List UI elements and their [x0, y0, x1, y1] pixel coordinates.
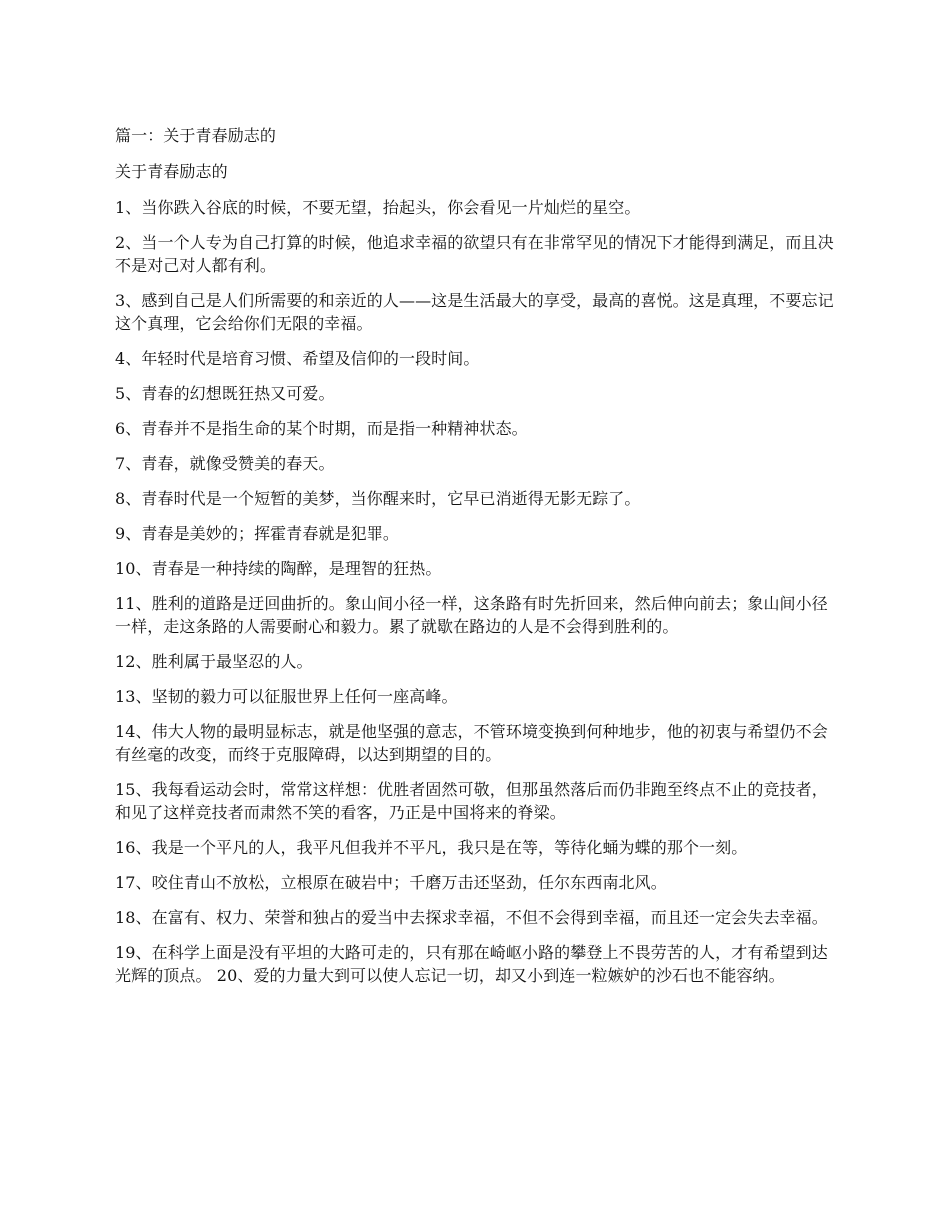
paragraph-7: 7、青春，就像受赞美的春天。 [115, 454, 335, 473]
paragraph-5: 5、青春的幻想既狂热又可爱。 [115, 384, 335, 403]
paragraph-6: 6、青春并不是指生命的某个时期，而是指一种精神状态。 [115, 419, 528, 438]
section-title: 篇一：关于青春励志的 [115, 126, 277, 145]
paragraph-12: 12、胜利属于最坚忍的人。 [115, 652, 313, 671]
paragraph-18: 18、在富有、权力、荣誉和独占的爱当中去探求幸福，不但不会得到幸福，而且还一定会失去幸福。 [115, 908, 828, 927]
paragraph-15: 15、我每看运动会时，常常这样想：优胜者固然可敬，但那虽然落后而仍非跑至终点不止的竞技者，和见了这样竞技者而肃然不笑的看客，乃正是中国将来的脊梁。 [115, 780, 828, 822]
paragraph-17: 17、咬住青山不放松，立根原在破岩中；千磨万击还坚劲，任尔东西南北风。 [115, 873, 667, 892]
paragraph-4: 4、年轻时代是培育习惯、希望及信仰的一段时间。 [115, 349, 480, 368]
paragraph-14: 14、伟大人物的最明显标志，就是他坚强的意志，不管环境变换到何种地步，他的初衷与希望仍不会有丝毫的改变，而终于克服障碍，以达到期望的目的。 [115, 722, 828, 764]
document-subtitle: 关于青春励志的 [115, 162, 228, 181]
paragraph-8: 8、青春时代是一个短暂的美梦，当你醒来时，它早已消逝得无影无踪了。 [115, 489, 641, 508]
paragraph-3: 3、感到自己是人们所需要的和亲近的人——这是生活最大的享受，最高的喜悦。这是真理，不要忘记这个真理，它会给你们无限的幸福。 [115, 291, 834, 333]
document-page [115, 124, 837, 999]
paragraph-11: 11、胜利的道路是迂回曲折的。象山间小径一样，这条路有时先折回来，然后伸向前去；象山间小径一样，走这条路的人需要耐心和毅力。累了就歇在路边的人是不会得到胜利的。 [115, 594, 828, 636]
paragraph-9: 9、青春是美妙的；挥霍青春就是犯罪。 [115, 524, 399, 543]
paragraph-10: 10、青春是一种持续的陶醉，是理智的狂热。 [115, 559, 442, 578]
paragraph-2: 2、当一个人专为自己打算的时候，他追求幸福的欲望只有在非常罕见的情况下才能得到满足，而且决不是对己对人都有利。 [115, 233, 834, 275]
paragraph-19: 19、在科学上面是没有平坦的大路可走的，只有那在崎岖小路的攀登上不畏劳苦的人，才有希望到达光辉的顶点。 20、爱的力量大到可以使人忘记一切，却又小到连一粒嫉妒的沙石也不能容纳。 [115, 943, 828, 985]
paragraph-13: 13、坚韧的毅力可以征服世界上任何一座高峰。 [115, 687, 458, 706]
paragraph-1: 1、当你跌入谷底的时候，不要无望，抬起头，你会看见一片灿烂的星空。 [115, 198, 641, 217]
paragraph-16: 16、我是一个平凡的人，我平凡但我并不平凡，我只是在等，等待化蛹为蝶的那个一刻。 [115, 838, 748, 857]
